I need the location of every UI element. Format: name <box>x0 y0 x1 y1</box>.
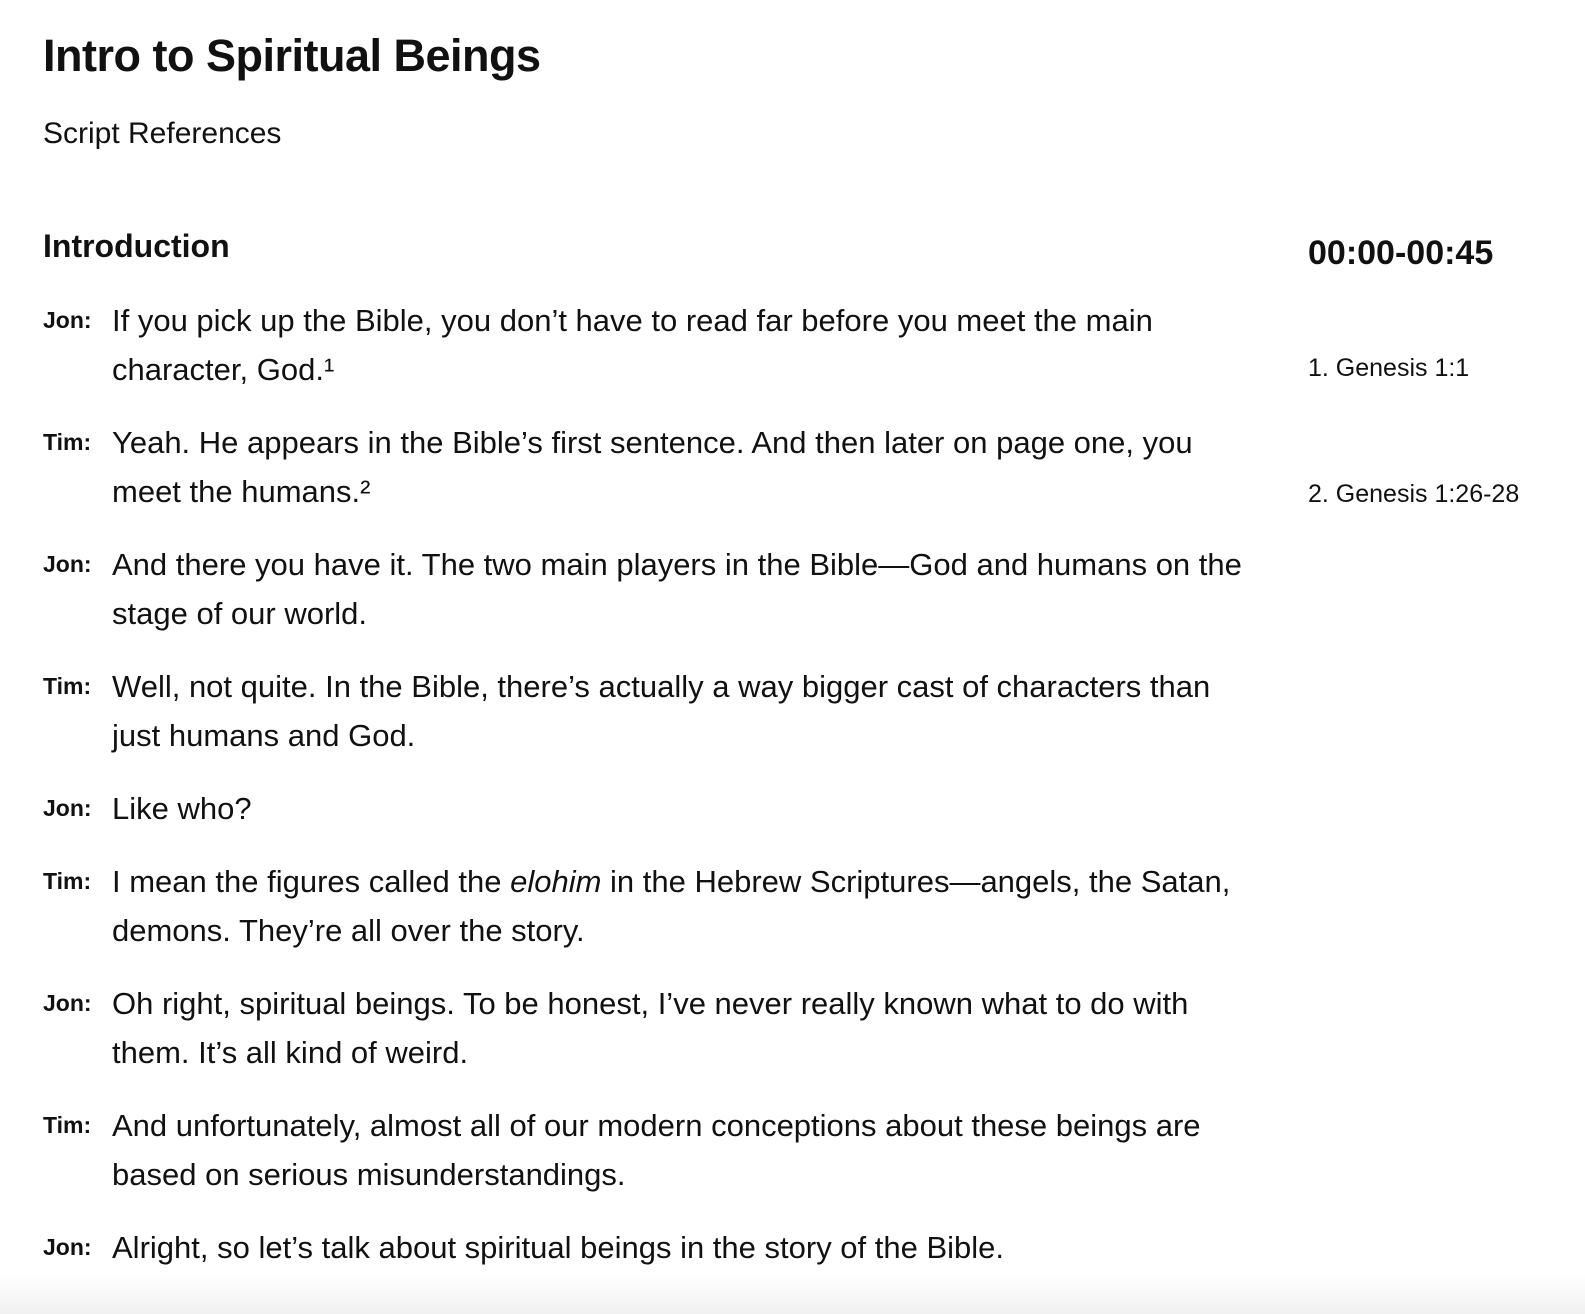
speaker-label: Tim: <box>43 868 92 894</box>
dialogue-text-part: I mean the figures called the <box>112 864 511 899</box>
dialogue-text: If you pick up the Bible, you don’t have to read far before you meet the main character, God.¹ <box>112 303 1153 387</box>
script-line <box>43 979 1263 1077</box>
dialogue-italic-term: elohim <box>510 864 602 899</box>
dialogue-text: Like who? <box>112 791 252 826</box>
dialogue-text: Well, not quite. In the Bible, there’s actually a way bigger cast of characters than just humans and God. <box>112 669 1211 753</box>
dialogue-text: Alright, so let’s talk about spiritual beings in the story of the Bible. <box>112 1230 1005 1265</box>
dialogue-text-part: in the Hebrew Scriptures—angels, the Satan, demons. They’re all over the story. <box>112 864 1231 948</box>
script-line <box>43 857 1263 955</box>
section-heading: Introduction <box>43 228 230 264</box>
section-timecode: 00:00-00:45 <box>1308 234 1494 272</box>
reference-note: 1. Genesis 1:1 <box>1308 354 1470 382</box>
dialogue-text <box>112 857 1263 955</box>
speaker-label: Tim: <box>43 429 92 455</box>
speaker-label: Jon: <box>43 307 92 333</box>
script-line <box>43 662 1263 760</box>
script-line <box>43 784 1263 833</box>
bottom-fade <box>0 1274 1585 1314</box>
dialogue-text: And there you have it. The two main players in the Bible—God and humans on the stage of our world. <box>112 547 1242 631</box>
dialogue-text: And unfortunately, almost all of our modern conceptions about these beings are based on serious misunderstandings. <box>112 1108 1201 1192</box>
speaker-label: Jon: <box>43 1234 92 1260</box>
page-title: Intro to Spiritual Beings <box>43 30 541 81</box>
page-subtitle: Script References <box>43 117 282 150</box>
script-line <box>43 1101 1263 1199</box>
speaker-label: Jon: <box>43 795 92 821</box>
speaker-label: Jon: <box>43 551 92 577</box>
speaker-label: Tim: <box>43 673 92 699</box>
speaker-label: Jon: <box>43 990 92 1016</box>
dialogue-text: Oh right, spiritual beings. To be honest, I’ve never really known what to do with them. It’s all kind of weird. <box>112 986 1189 1070</box>
script-line <box>43 296 1263 394</box>
dialogue-text: Yeah. He appears in the Bible’s first sentence. And then later on page one, you meet the humans.² <box>112 425 1193 509</box>
script-line <box>43 418 1263 516</box>
reference-note: 2. Genesis 1:26-28 <box>1308 480 1520 508</box>
script-line <box>43 1223 1263 1272</box>
speaker-label: Tim: <box>43 1112 92 1138</box>
script-line <box>43 540 1263 638</box>
